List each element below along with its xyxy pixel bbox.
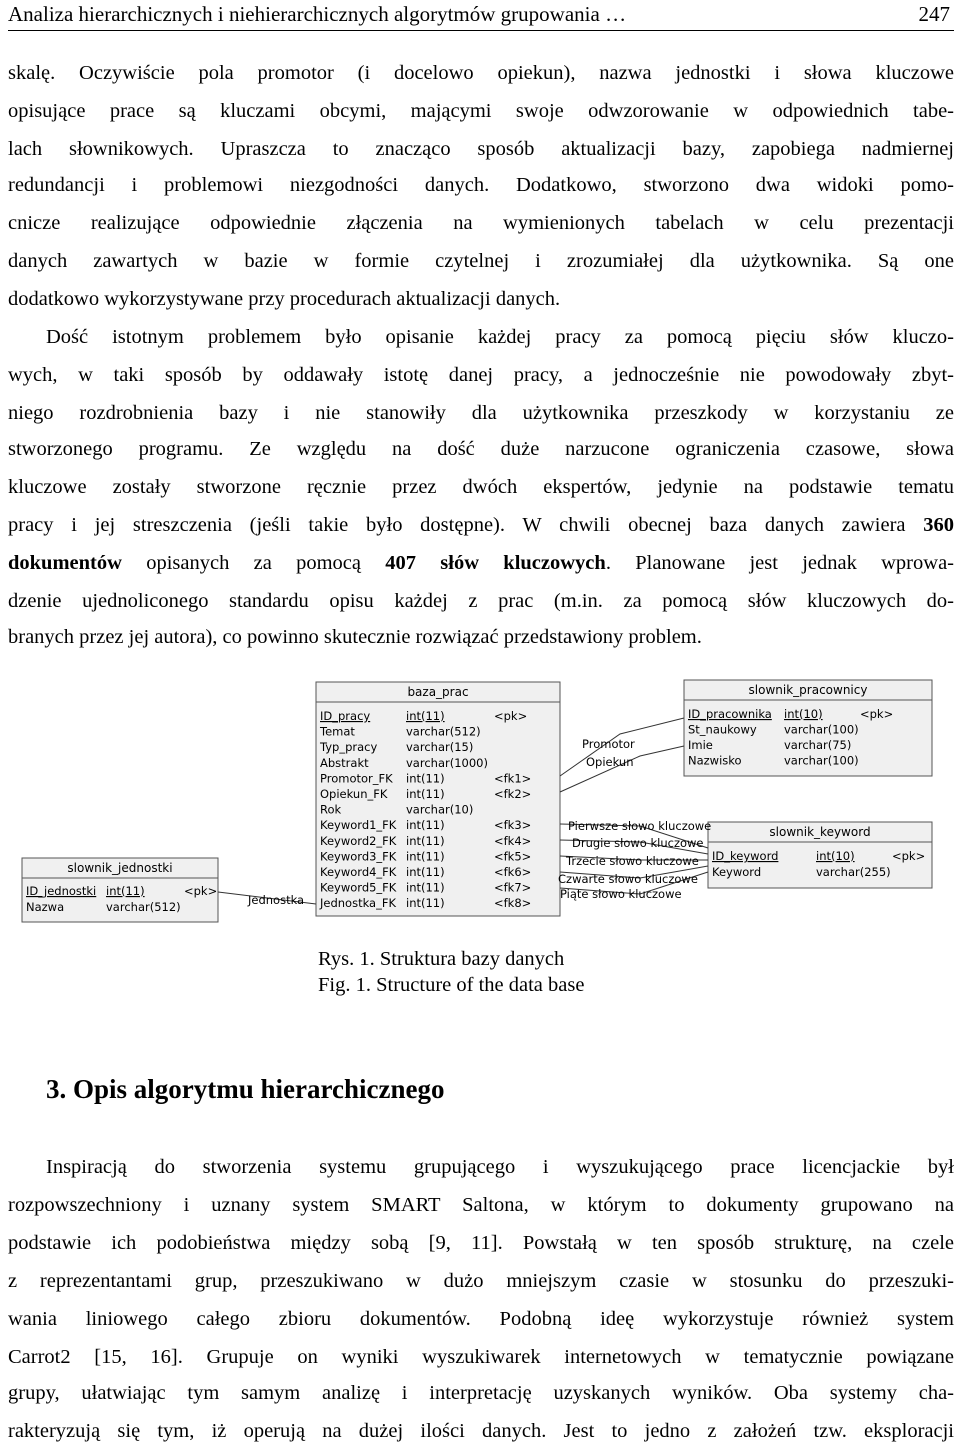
- column-key: <fk8>: [494, 896, 532, 911]
- column-type: int(10): [784, 707, 823, 721]
- text-line: dzenie ujednoliconego standardu opisu każdej z prac (m.in. za pomocą słów kluczowych do-: [8, 590, 954, 612]
- column-key: <fk5>: [494, 849, 532, 864]
- column-name: Opiekun_FK: [320, 787, 388, 801]
- section-heading: 3. Opis algorytmu hierarchicznego: [46, 1074, 445, 1104]
- column-key: <fk7>: [494, 880, 532, 895]
- column-name: Imie: [688, 738, 713, 752]
- table-title: slownik_keyword: [769, 825, 871, 839]
- text-line: wania liniowego całego zbioru dokumentów. Podobną ideę wykorzystuje również system: [8, 1308, 954, 1330]
- column-type: varchar(512): [106, 900, 181, 914]
- column-name: ID_pracownika: [688, 707, 772, 721]
- column-type: int(11): [406, 849, 445, 864]
- text-line: cnicze realizujące odpowiednie złączenia na wymienionych tabelach w celu prezentacji: [8, 212, 954, 234]
- running-header: [8, 0, 954, 31]
- column-name: Keyword4_FK: [320, 865, 397, 879]
- column-type: int(11): [406, 896, 445, 911]
- text-line: skalę. Oczywiście pola promotor (i docelowo opiekun), nazwa jednostki i słowa kluczowe: [8, 62, 954, 84]
- column-key: <fk6>: [494, 865, 532, 879]
- column-type: int(11): [106, 884, 145, 898]
- column-name: ID_jednostki: [26, 884, 97, 898]
- column-type: varchar(75): [784, 738, 852, 752]
- text-line: z reprezentantami grup, przeszukiwano w dużo mniejszym czasie w stosunku do przeszuki-: [8, 1270, 954, 1292]
- column-name: St_naukowy: [688, 722, 757, 737]
- column-type: int(10): [816, 849, 855, 863]
- column-key: <fk2>: [494, 787, 532, 801]
- text-line: niego rozdrobnienia bazy i nie stanowiły dla użytkownika przeszkody w korzystaniu ze: [8, 402, 954, 424]
- column-type: varchar(10): [406, 802, 474, 817]
- relation-label: Drugie słowo kluczowe: [572, 836, 704, 850]
- column-type: int(11): [406, 880, 445, 895]
- text-line: branych przez jej autora), co powinno skutecznie rozwiązać przedstawiony problem.: [8, 626, 702, 648]
- column-name: Keyword3_FK: [320, 849, 397, 864]
- column-type: int(11): [406, 865, 445, 879]
- column-type: varchar(100): [784, 753, 859, 768]
- table-title: slownik_pracownicy: [748, 683, 868, 697]
- column-name: ID_pracy: [320, 709, 371, 723]
- text-line: grupy, ułatwiając tym samym analizę i interpretację uzyskanych wyników. Oba systemy cha-: [8, 1382, 954, 1404]
- column-type: varchar(255): [816, 865, 891, 879]
- relation-label: Czwarte słowo kluczowe: [558, 872, 698, 886]
- text-line: pracy i jej streszczenia (jeśli takie było dostępne). W chwili obecnej baza danych zawiera 360: [8, 514, 954, 536]
- column-name: Typ_pracy: [320, 740, 378, 755]
- text-line: podstawie ich podobieństwa między sobą [9, 11]. Powstałą w ten sposób strukturę, na czele: [8, 1232, 954, 1254]
- relation-label: Piąte słowo kluczowe: [560, 887, 682, 901]
- column-type: int(11): [406, 833, 445, 848]
- column-key: <fk3>: [494, 818, 532, 833]
- column-type: int(11): [406, 709, 445, 723]
- column-name: Keyword5_FK: [320, 880, 397, 895]
- text-line: wych, w taki sposób by oddawały istotę danej pracy, a jednocześnie nie powodowały zbyt-: [8, 364, 954, 386]
- relation-label: Trzecie słowo kluczowe: [566, 854, 699, 868]
- table-title: slownik_jednostki: [67, 861, 173, 875]
- text-line: Carrot2 [15, 16]. Grupuje on wyniki wyszukiwarek internetowych w tematycznie powiązane: [8, 1346, 954, 1368]
- text-line: kluczowe zostały stworzone ręcznie przez dwóch ekspertów, jedynie na podstawie tematu: [8, 476, 954, 498]
- column-name: Keyword: [712, 865, 762, 879]
- table-slownik-keyword: [708, 822, 932, 888]
- text-line: danych zawartych w bazie w formie czytelnej i zrozumiałej dla użytkownika. Są one: [8, 250, 954, 272]
- text-line: opisujące prace są kluczami obcymi, mającymi swoje odwzorowanie w odpowiednich tabe-: [8, 100, 954, 122]
- column-name: ID_keyword: [712, 849, 779, 863]
- column-name: Temat: [320, 724, 355, 739]
- column-key: <pk>: [494, 709, 528, 723]
- column-type: varchar(100): [784, 722, 859, 737]
- page-number: 247: [918, 2, 950, 26]
- column-type: varchar(512): [406, 724, 481, 739]
- column-key: <fk4>: [494, 833, 532, 848]
- column-type: int(11): [406, 787, 445, 801]
- table-slownik-jednostki: [22, 858, 218, 922]
- column-key: <fk1>: [494, 771, 532, 786]
- table-baza-prac: [316, 682, 560, 916]
- text-line: stworzonego programu. Ze względu na dość duże narzucone ograniczenia czasowe, słowa: [8, 438, 954, 460]
- column-key: <pk>: [860, 707, 894, 721]
- column-key: <pk>: [184, 884, 218, 898]
- text-line: Inspiracją do stworzenia systemu grupującego i wyszukującego prace licencjackie był: [46, 1156, 954, 1178]
- text-line: dokumentów opisanych za pomocą 407 słów kluczowych. Planowane jest jednak wprowa-: [8, 552, 954, 574]
- text-line: rozpowszechniony i uznany system SMART Saltona, w którym to dokumenty grupowano na: [8, 1194, 954, 1216]
- column-name: Keyword1_FK: [320, 818, 397, 833]
- column-type: varchar(15): [406, 740, 474, 755]
- text-line: rakteryzują się tym, iż operują na dużej ilości danych. Jest to jedno z założeń tzw. eksploracji: [8, 1420, 954, 1442]
- text-line: redundancji i problemowi niezgodności danych. Dodatkowo, stworzono dwa widoki pomo-: [8, 174, 954, 196]
- figure-caption-en: Fig. 1. Structure of the data base: [318, 974, 585, 996]
- column-name: Promotor_FK: [320, 771, 393, 786]
- relation-label: Promotor: [582, 737, 635, 751]
- column-key: <pk>: [892, 849, 926, 863]
- text-line: lach słownikowych. Upraszcza to znacząco sposób aktualizacji bazy, zapobiega nadmiernej: [8, 138, 954, 160]
- column-name: Rok: [320, 802, 342, 817]
- text-line: Dość istotnym problemem było opisanie każdej pracy za pomocą pięciu słów kluczo-: [46, 326, 954, 348]
- running-title: Analiza hierarchicznych i niehierarchicznych algorytmów grupowania …: [8, 2, 627, 26]
- table-slownik-pracownicy: [684, 680, 932, 776]
- table-title: baza_prac: [407, 685, 469, 699]
- column-type: varchar(1000): [406, 755, 488, 770]
- database-schema-diagram: [20, 676, 956, 928]
- relation-label: Jednostka: [248, 893, 305, 907]
- column-name: Keyword2_FK: [320, 833, 397, 848]
- column-name: Jednostka_FK: [320, 896, 397, 911]
- relation-label: Opiekun: [586, 755, 634, 769]
- relation-label: Pierwsze słowo kluczowe: [568, 819, 712, 833]
- column-type: int(11): [406, 771, 445, 786]
- column-type: int(11): [406, 818, 445, 833]
- text-line: dodatkowo wykorzystywane przy procedurach aktualizacji danych.: [8, 288, 561, 310]
- column-name: Nazwisko: [688, 753, 742, 768]
- column-name: Nazwa: [26, 900, 65, 914]
- column-name: Abstrakt: [320, 755, 369, 770]
- figure-caption-pl: Rys. 1. Struktura bazy danych: [318, 948, 565, 970]
